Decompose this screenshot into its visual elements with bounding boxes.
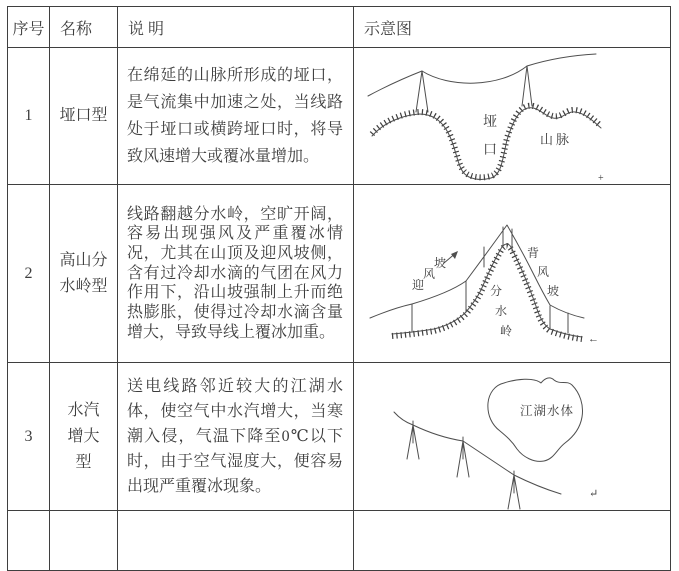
- row-3-diagram-cell: [354, 363, 671, 511]
- windward-slope-label: 迎风坡: [412, 256, 447, 292]
- watershed-diagram: [354, 185, 671, 362]
- transmission-tower: [412, 227, 568, 333]
- transmission-tower: [522, 66, 532, 106]
- table-row-partial: [8, 511, 671, 571]
- table-row: [8, 363, 671, 511]
- table-row: [8, 48, 671, 185]
- power-line: [394, 412, 561, 494]
- row-1-name: 垭口型: [50, 48, 118, 185]
- transmission-tower: [416, 71, 428, 112]
- header-cell-desc: 说 明: [118, 7, 354, 48]
- power-line: [368, 54, 596, 96]
- row-3-description: 送电线路邻近较大的江湖水体，使空气中水汽增大，当寒潮入侵，气温下降至0℃以下时，由于空气湿度大，便容易出现严重覆冰现象。: [118, 363, 354, 511]
- header-cell-no: 序号: [8, 7, 50, 48]
- row-2-number: 2: [8, 185, 50, 363]
- row-2-diagram-cell: [354, 185, 671, 363]
- row-1-diagram-cell: [354, 48, 671, 185]
- pass-label: 垭口: [483, 115, 497, 158]
- power-line: [370, 225, 584, 318]
- transmission-tower: [457, 437, 469, 477]
- lake-outline: [488, 378, 583, 462]
- empty-cell: [118, 511, 354, 571]
- paragraph-mark: +: [598, 173, 604, 184]
- water-body-label: 江湖水体: [520, 404, 575, 418]
- terrain-ice-type-table: [7, 6, 671, 571]
- watershed-label: 分水岭: [490, 284, 513, 338]
- row-2-description: 线路翻越分水岭，空旷开阔，容易出现强风及严重覆冰情况，尤其在山顶及迎风坡侧，含有过冷却水滴的气团在风力作用下，沿山坡强制上升而绝热膨胀，使得过冷却水滴含量增大，导致导线上覆冰加重。: [118, 185, 354, 363]
- empty-cell: [50, 511, 118, 571]
- header-cell-name: 名称: [50, 7, 118, 48]
- mountain-label: 山脉: [540, 132, 573, 147]
- mountain-pass-diagram: [354, 48, 671, 184]
- row-2-name: 高山分水岭型: [50, 185, 118, 363]
- header-cell-diagram: 示意图: [354, 7, 671, 48]
- row-1-description: 在绵延的山脉所形成的垭口，是气流集中加速之处，当线路处于垭口或横跨垭口时，将导致风速增大或覆冰量增加。: [118, 48, 354, 185]
- paragraph-mark: ←: [588, 333, 599, 345]
- table-header-row: [8, 7, 671, 48]
- row-3-number: 3: [8, 363, 50, 511]
- row-1-number: 1: [8, 48, 50, 185]
- leeward-slope-label: 背风坡: [527, 246, 560, 298]
- paragraph-mark: ↵: [589, 488, 599, 500]
- table-row: [8, 185, 671, 363]
- water-body-diagram: [354, 363, 671, 510]
- empty-cell: [8, 511, 50, 571]
- row-3-name: 水汽增大型: [50, 363, 118, 511]
- wind-arrowhead: [451, 251, 458, 259]
- empty-cell: [354, 511, 671, 571]
